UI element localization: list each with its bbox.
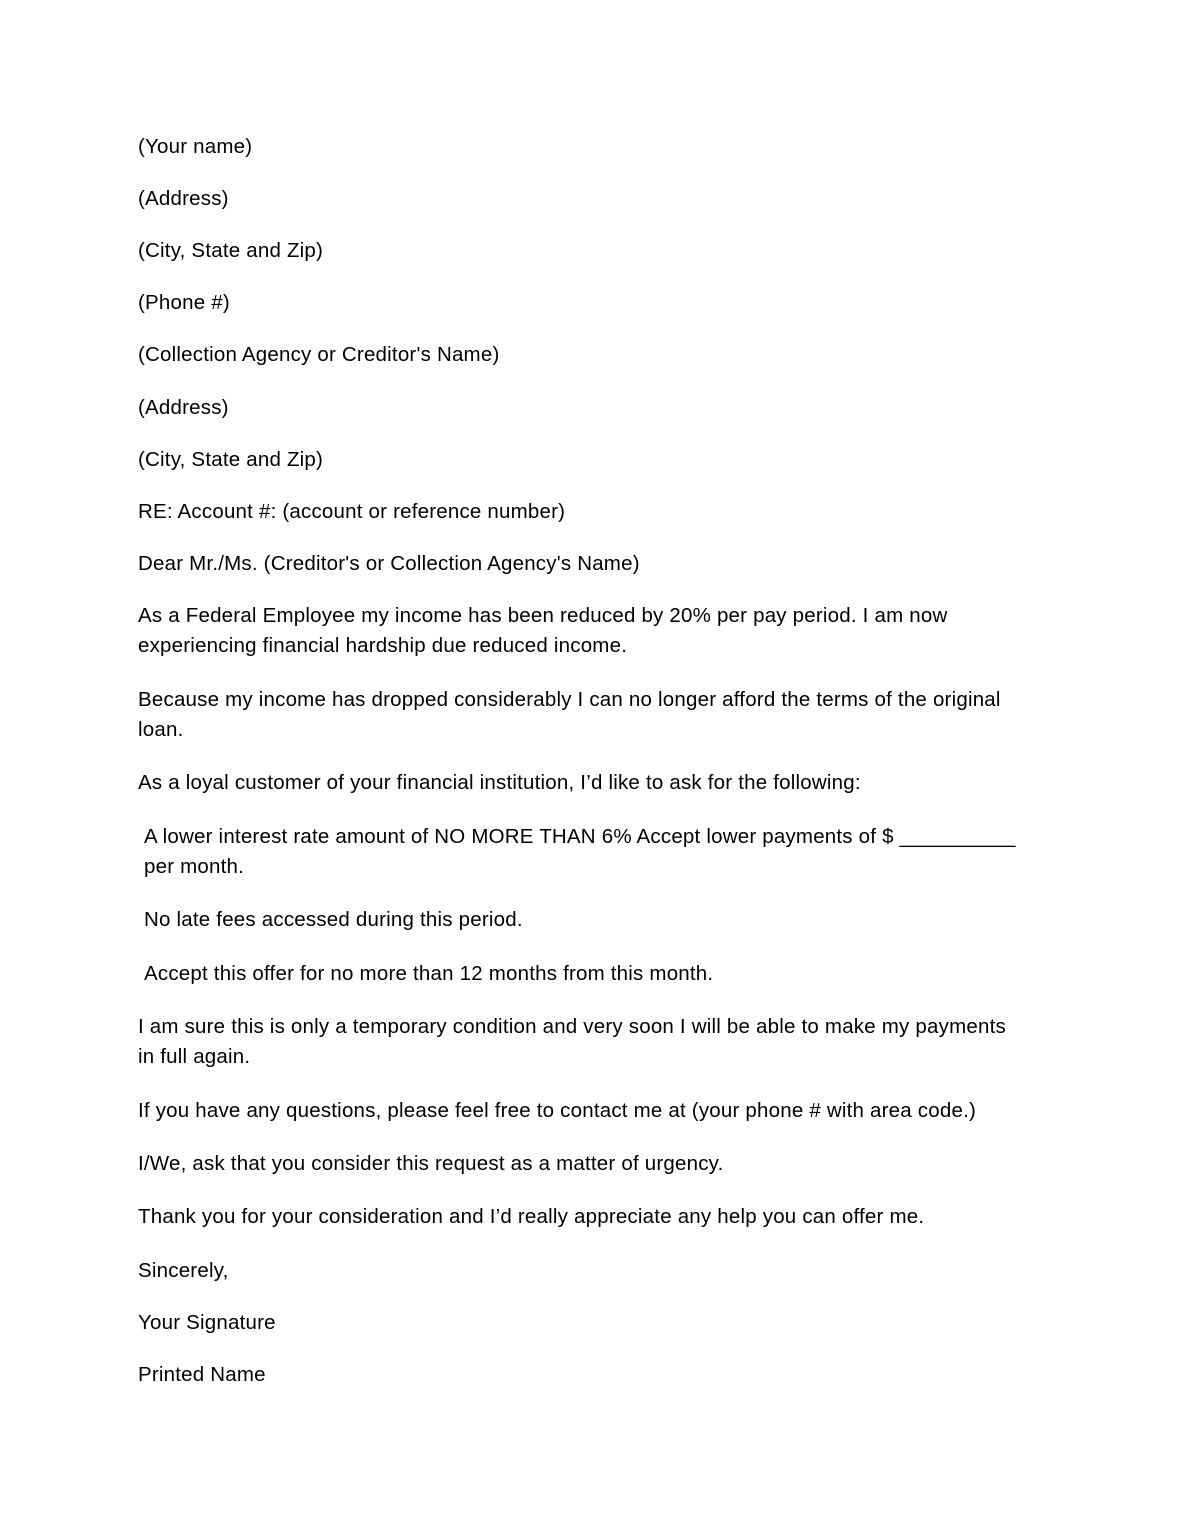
reference-line: RE: Account #: (account or reference number) <box>138 499 566 523</box>
sender-address-line: (Address) <box>138 187 229 211</box>
page-bottom-spacer <box>138 1412 1027 1452</box>
sender-name-line: (Your name) <box>138 135 253 158</box>
salutation-line: Dear Mr./Ms. (Creditor's or Collection Agency's Name) <box>138 551 640 575</box>
paragraph-contact-info: If you have any questions, please feel free to contact me at (your phone # with area code.) <box>138 1098 977 1122</box>
paragraph-thank-you: Thank you for your consideration and I’d really appreciate any help you can offer me. <box>138 1205 925 1229</box>
signature-line: Your Signature <box>138 1310 276 1334</box>
sender-phone-line: (Phone #) <box>138 291 230 315</box>
recipient-city-state-zip-line: (City, State and Zip) <box>138 447 324 471</box>
paragraph-request-intro: As a loyal customer of your financial institution, I’d like to ask for the following: <box>138 771 861 795</box>
request-item-duration: Accept this offer for no more than 12 months from this month. <box>144 961 714 985</box>
request-item-no-late-fees: No late fees accessed during this period. <box>144 908 523 932</box>
sign-off-line: Sincerely, <box>138 1258 229 1282</box>
paragraph-urgency: I/We, ask that you consider this request as a matter of urgency. <box>138 1151 724 1175</box>
printed-name-line: Printed Name <box>138 1362 266 1386</box>
letter-body <box>138 132 1027 1452</box>
request-item-interest-rate: A lower interest rate amount of NO MORE THAN 6% Accept lower payments of $ __________ per month. <box>144 824 1016 878</box>
paragraph-income-drop: Because my income has dropped considerably I can no longer afford the terms of the original loan. <box>138 687 1001 741</box>
paragraph-temporary-condition: I am sure this is only a temporary condition and very soon I will be able to make my payments in full again. <box>138 1014 1006 1069</box>
paragraph-hardship: As a Federal Employee my income has been reduced by 20% per pay period. I am now experiencing financial hardship due reduced income. <box>138 603 948 658</box>
sender-city-state-zip-line: (City, State and Zip) <box>138 239 324 263</box>
recipient-name-line: (Collection Agency or Creditor's Name) <box>138 343 500 367</box>
recipient-address-line: (Address) <box>138 395 229 419</box>
